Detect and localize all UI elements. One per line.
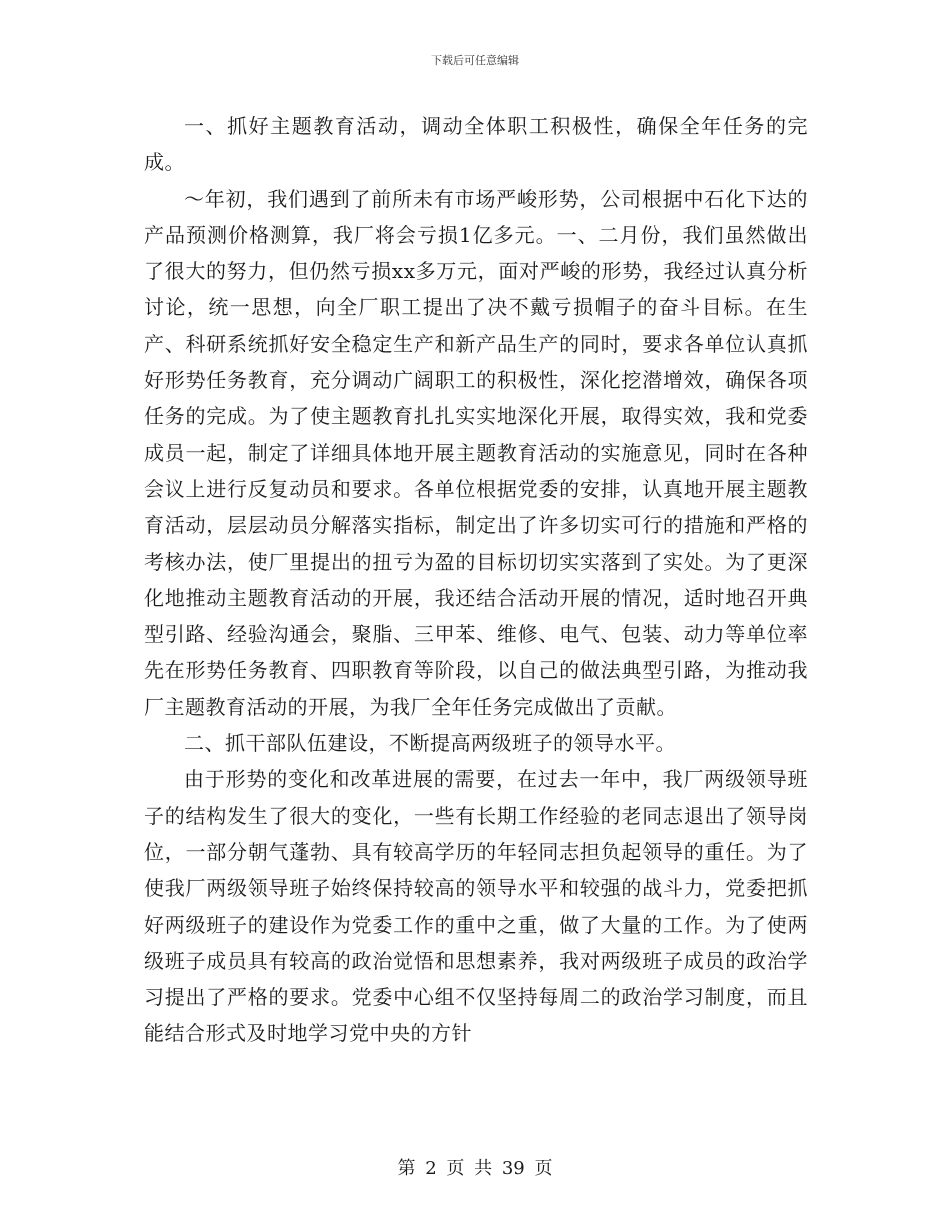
page-footer: 第 2 页 共 39 页 — [397, 1158, 553, 1179]
paragraph-section-one-heading: 一、抓好主题教育活动，调动全体职工积极性，确保全年任务的完成。 — [144, 114, 808, 175]
document-body — [144, 108, 808, 1052]
paragraph-section-one-body: ～年初，我们遇到了前所未有市场严峻形势，公司根据中石化下达的产品预测价格测算，我厂将会亏损1亿多元。一、二月份，我们虽然做出了很大的努力，但仍然亏损xx多万元，面对严峻的形势，我经过认真分析讨论，统一思想，向全厂职工提出了决不戴亏损帽子的奋斗目标。在生产、科研系统抓好安全稳定生产和新产品生产的同时，要求各单位认真抓好形势任务教育，充分调动广阔职工的积极性，深化挖潜增效，确保各项任务的完成。为了使主题教育扎扎实实地深化开展，取得实效，我和党委成员一起，制定了详细具体地开展主题教育活动的实施意见，同时在各种会议上进行反复动员和要求。各单位根据党委的安排，认真地开展主题教育活动，层层动员分解落实指标，制定出了许多切实可行的措施和严格的考核办法，使厂里提出的扭亏为盈的目标切切实实落到了实处。为了更深化地推动主题教育活动的开展，我还结合活动开展的情况，适时地召开典型引路、经验沟通会，聚脂、三甲苯、维修、电气、包装、动力等单位率先在形势任务教育、四职教育等阶段，以自己的做法典型引路，为推动我厂主题教育活动的开展，为我厂全年任务完成做出了贡献。 — [144, 186, 808, 719]
page-header: 下载后可任意编辑 — [431, 54, 519, 67]
paragraph-section-two-body: 由于形势的变化和改革进展的需要，在过去一年中，我厂两级领导班子的结构发生了很大的变化，一些有长期工作经验的老同志退出了领导岗位，一部分朝气蓬勃、具有较高学历的年轻同志担负起领导的重任。为了使我厂两级领导班子始终保持较高的领导水平和较强的战斗力，党委把抓好两级班子的建设作为党委工作的重中之重，做了大量的工作。为了使两级班子成员具有较高的政治觉悟和思想素养，我对两级班子成员的政治学习提出了严格的要求。党委中心组不仅坚持每周二的政治学习制度，而且能结合形式及时地学习党中央的方针 — [144, 767, 808, 1046]
paragraph-section-two-heading: 二、抓干部队伍建设，不断提高两级班子的领导水平。 — [184, 731, 676, 756]
